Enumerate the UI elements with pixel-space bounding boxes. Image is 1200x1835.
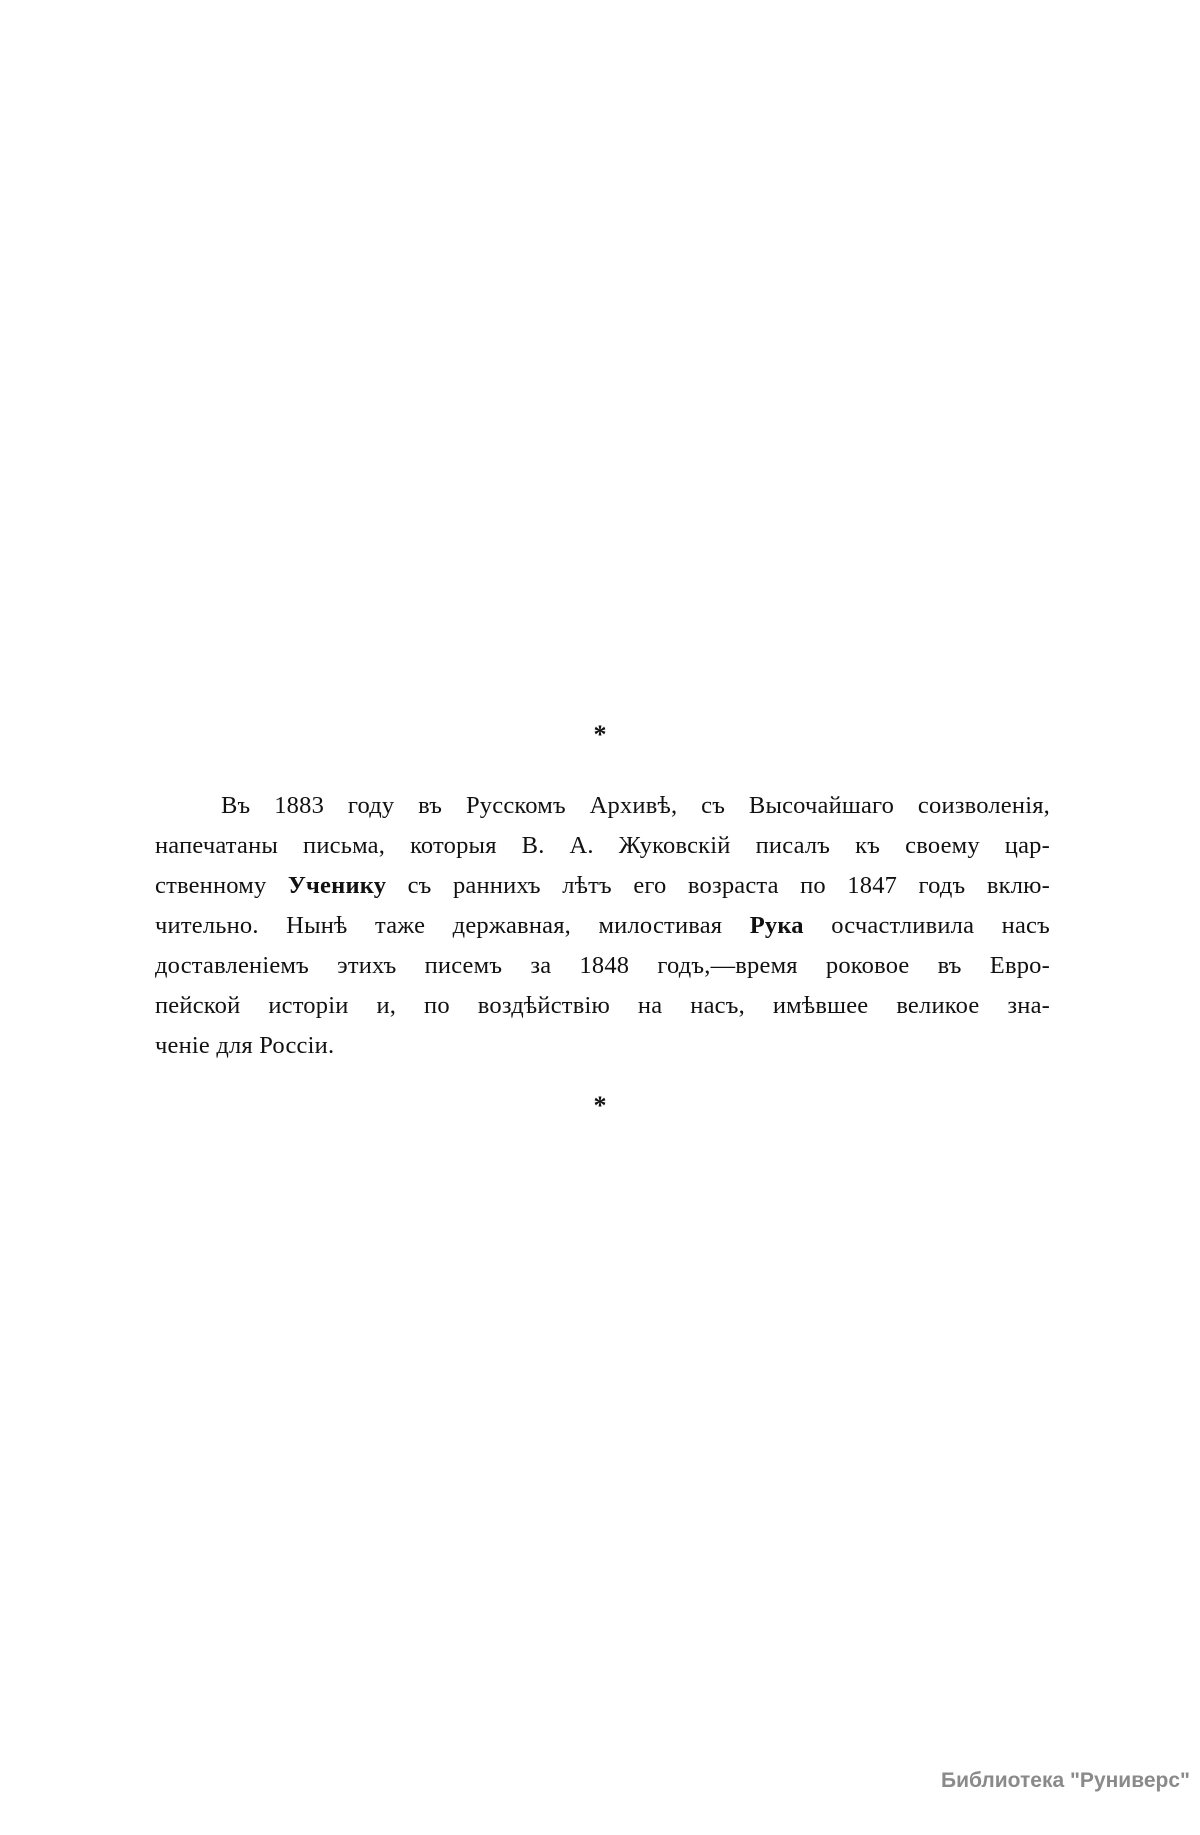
paragraph-line-4-end: осчастливила насъ bbox=[803, 912, 1050, 939]
separator-asterisk-bottom: * bbox=[593, 1091, 607, 1120]
library-watermark: Библиотека "Руниверс" bbox=[940, 1769, 1190, 1792]
paragraph-line-6: пейской исторіи и, по воздѣйствію на насъ, имѣвшее великое зна- bbox=[155, 992, 1050, 1019]
paragraph-line-3-start: ственному bbox=[155, 872, 288, 899]
paragraph-line-7: ченіе для Россіи. bbox=[155, 1032, 335, 1059]
emphasis-ученику: Ученику bbox=[287, 872, 387, 899]
main-paragraph bbox=[155, 786, 1050, 1066]
paragraph-line-4 bbox=[155, 906, 1050, 946]
paragraph-line-1: Въ 1883 году въ Русскомъ Архивѣ, съ Высочайшаго соизволенія, bbox=[221, 792, 1050, 819]
paragraph-line-2: напечатаны письма, которыя В. А. Жуковскій писалъ къ своему цар- bbox=[155, 832, 1050, 859]
emphasis-рука: Рука bbox=[749, 912, 804, 939]
paragraph-line-3 bbox=[155, 866, 1050, 906]
separator-asterisk-top: * bbox=[593, 720, 607, 749]
paragraph-line-3-end: съ раннихъ лѣтъ его возраста по 1847 годъ вклю- bbox=[386, 872, 1050, 899]
paragraph-line-4-start: чительно. Нынѣ таже державная, милостивая bbox=[155, 912, 750, 939]
paragraph-line-5: доставленіемъ этихъ писемъ за 1848 годъ,—время роковое въ Евро- bbox=[155, 952, 1050, 979]
